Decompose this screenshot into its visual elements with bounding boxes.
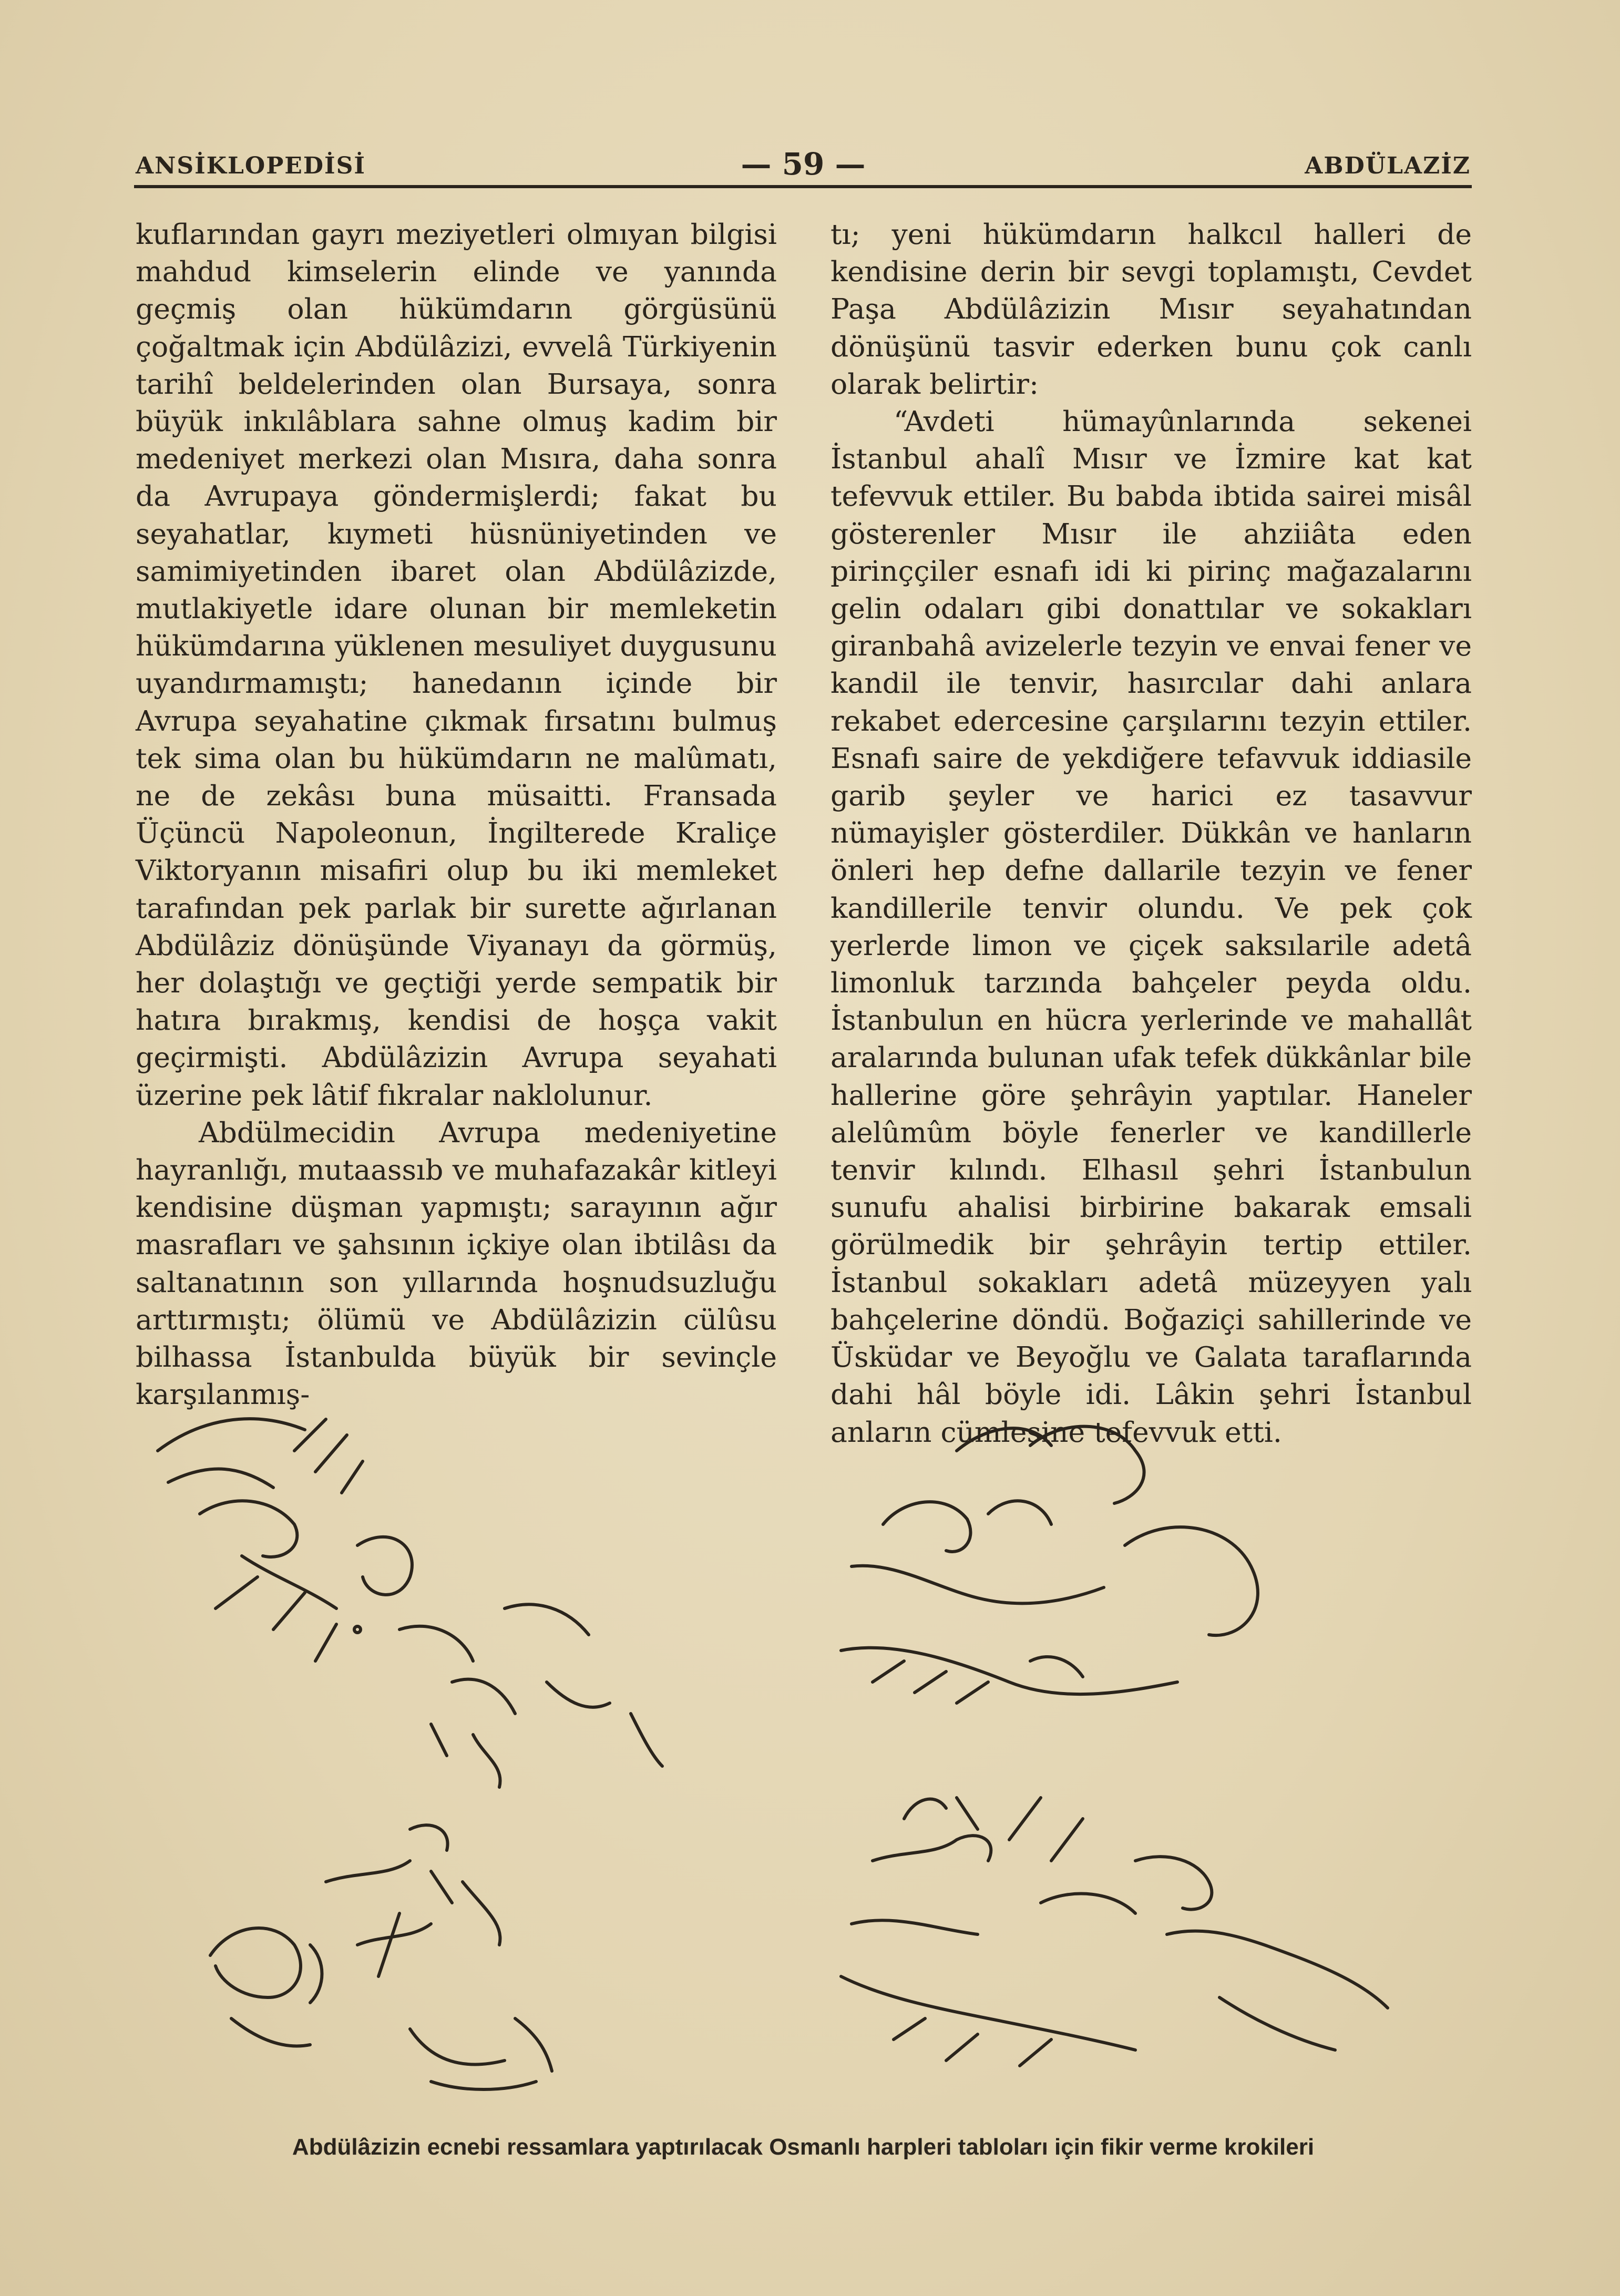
running-header [136,141,1471,183]
sketch-bottom-left [210,1825,552,2089]
sketch-top-left [158,1419,662,1787]
header-left-title: ANSİKLOPEDİSİ [136,152,366,179]
paragraph: tı; yeni hükümdarın halkcıl halleri de kendisine derin bir sevgi toplamıştı, Cevdet Paşa Abdülâzizin Mısır seyahatından dönüşünü tasvir ederken bunu çok canlı olarak belirtir: [830,218,1472,401]
paragraph: “Avdeti hümayûnlarında sekenei İstanbul ahalî Mısır ve İzmire kat kat tefevvuk ettiler. Bu babda ibtida sairei misâl gösterenler Mısır ile ahziiâta eden pirinççiler esnafı idi ki pirinç mağazalarını gelin odaları gibi donattılar ve sokakları giranbahâ avizelerle tezyin ve envai fener ve kandil ile tenvir, hasırcılar dahi anlara rekabet edercesine çarşılarını tezyin ettiler. Esnafı saire de yekdiğere tefavvuk iddiasile garib şeyler ve harici ez tasavvur nümayişler gösterdiler. Dükkân ve hanların önleri hep defne dallarile tezyin ve fener kandillerile tenvir olundu. Ve pek çok yerlerde limon ve çiçek saksılarile adetâ limonluk tarzında bahçeler peyda oldu. İstanbulun en hücra yerlerinde ve mahallât aralarında bulunan ufak tefek dükkânlar bile hallerine göre şehrâyin yaptılar. Haneler alelûmûm böyle fenerler ve kandillerle tenvir kılındı. Elhasıl şehri İstanbulun sunufu ahalisi birbirine bakarak emsali görülmedik bir şehrâyin tertip ettiler. İstanbul sokakları adetâ müzeyyen yalı bahçelerine döndü. Boğaziçi sahillerinde ve Üsküdar ve Beyoğlu ve Galata taraflarında dahi hâl böyle idi. Lâkin şehri İstanbul anların cümlesine tefevvuk etti. [830,405,1472,1449]
paragraph: Abdülmecidin Avrupa medeniyetine hayranlığı, mutaassıb ve muhafazakâr kitleyi kendisine düşman yapmıştı; sarayının ağır masrafları ve şahsının içkiye olan ibtilâsı da saltanatının son yıllarında hoşnudsuzluğu arttırmıştı; ölümü ve Abdülâzizin cülûsu bilhassa İstanbulda büyük bir sevinçle karşılanmış- [136,1115,777,1411]
sketch-illustrations [137,1388,1472,2134]
sketch-top-right [841,1427,1258,1703]
illustration-caption: Abdülâzizin ecnebi ressamlara yaptırılacak Osmanlı harpleri tabloları için fikir verme krokileri [292,2134,1315,2160]
page-number: — 59 — [741,146,866,182]
paragraph: kuflarından gayrı meziyetleri olmıyan bilgisi mahdud kimselerin elinde ve yanında geçmiş olan hükümdarın görgüsünü çoğaltmak için Abdülâzizi, evvelâ Türkiyenin tarihî beldelerinden olan Bursaya, sonra büyük inkılâblara sahne olmuş kadim bir medeniyet merkezi olan Mısıra, daha sonra da Avrupaya göndermişlerdi; fakat bu seyahatlar, kıymeti hüsnüniyetinden ve samimiyetinden ibaret olan Abdülâzizde, mutlakiyetle idare olunan bir memleketin hükümdarına yüklenen mesuliyet duygusunu uyandırmamıştı; hanedanın içinde bir Avrupa seyahatine çıkmak fırsatını bulmuş tek sima olan bu hükümdarın ne malûmatı, ne de zekâsı buna müsaitti. Fransada Üçüncü Napoleonun, İngilterede Kraliçe Viktoryanın misafiri olup bu iki memleket tarafından pek parlak bir surette ağırlanan Abdülâziz dönüşünde Viyanayı da görmüş, her dolaştığı ve geçtiği yerde sempatik bir hatıra bırakmış, kendisi de hoşça vakit geçirmişti. Abdülâzizin Avrupa seyahati üzerine pek lâtif fıkralar naklolunur. [136,218,777,1112]
text-column-left [136,216,777,1413]
battle-sketches-icon [137,1388,1472,2134]
text-column-right [830,216,1472,1451]
sketch-bottom-right [841,1798,1388,2066]
header-right-title: ABDÜLAZİZ [1305,152,1471,179]
header-rule [134,185,1472,188]
